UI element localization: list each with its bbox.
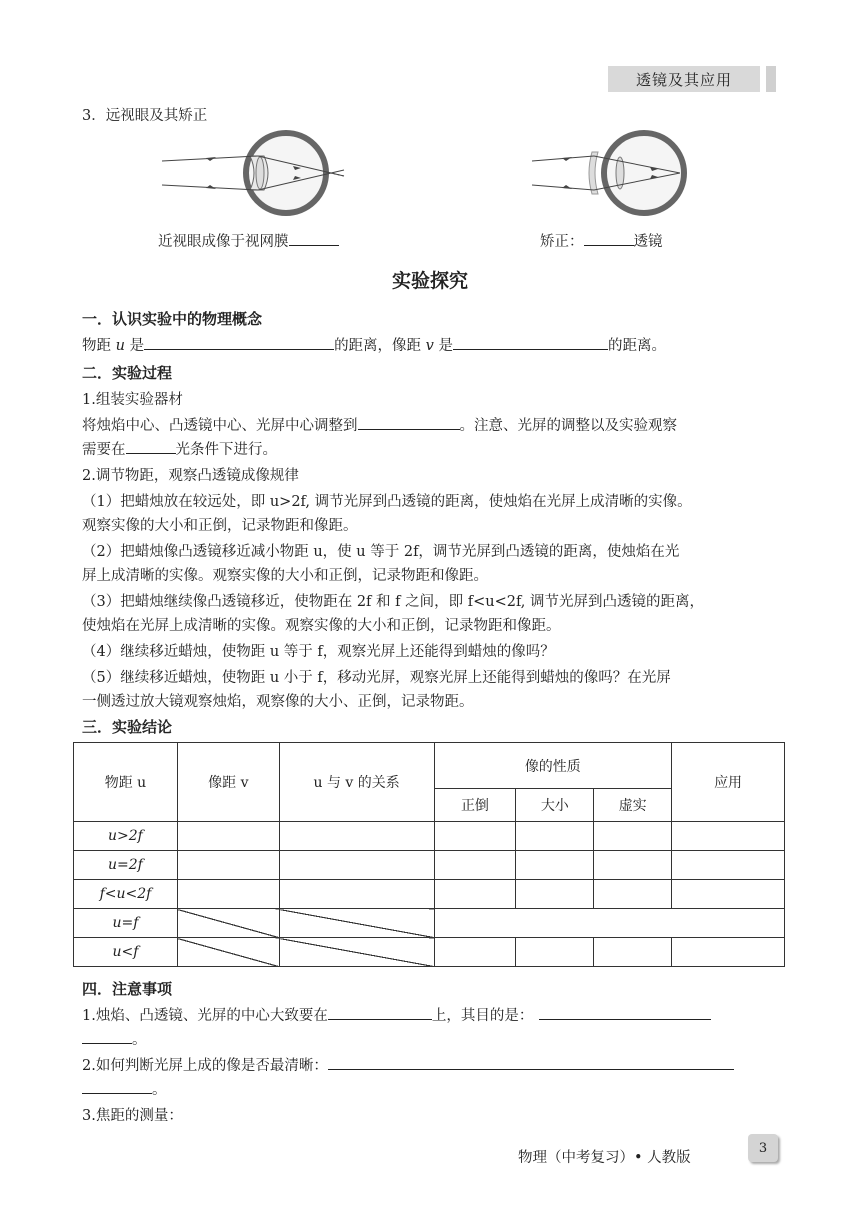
note2-line2	[82, 1078, 167, 1099]
step1-line1	[82, 414, 677, 435]
header-real-virtual: 虚实	[594, 789, 672, 822]
page-number-badge	[748, 1134, 778, 1162]
header-orientation: 正倒	[434, 789, 516, 822]
answer-blank-light[interactable]	[126, 439, 176, 454]
text: 需要在	[82, 442, 126, 458]
procedure-5-line2: 一侧透过放大镜观察烛焰，观察像的大小、正倒，记录物距。	[82, 694, 474, 710]
step1-heading: 1.组装实验器材	[82, 392, 183, 408]
header-relation: u 与 v 的关系	[279, 743, 434, 822]
crossed-cell	[279, 909, 434, 938]
part1-line	[82, 334, 666, 355]
part4-heading: 四．注意事项	[82, 980, 173, 998]
answer-blank-purpose-cont[interactable]	[82, 1029, 132, 1044]
step1-line2	[82, 438, 277, 459]
answer-blank-myopia[interactable]	[289, 231, 339, 246]
header-size: 大小	[516, 789, 594, 822]
myopia-eye-diagram	[158, 128, 348, 220]
procedure-3-line1: （3）把蜡烛继续像凸透镜移近，使物距在 2f 和 f 之间，即 f<u<2f, 调节光屏到凸透镜的距离，	[82, 594, 705, 610]
text: 上，其目的是：	[431, 1008, 534, 1024]
procedure-1-line1: （1）把蜡烛放在较远处，即 u>2f, 调节光屏到凸透镜的距离，使烛焰在光屏上成清晰的实像。	[82, 494, 692, 510]
step2-heading: 2.调节物距，观察凸透镜成像规律	[82, 468, 299, 484]
row-label-text: u=2f	[108, 857, 143, 873]
chapter-title: 透镜及其应用	[635, 70, 732, 89]
row-label-text: u=f	[112, 915, 139, 931]
crossed-cell	[177, 909, 279, 938]
answer-cell[interactable]	[672, 851, 785, 880]
answer-cell[interactable]	[672, 880, 785, 909]
crossed-cell	[279, 938, 434, 967]
text: 的距离。	[607, 338, 666, 354]
text: 。	[152, 1082, 167, 1098]
answer-cell[interactable]	[594, 851, 672, 880]
page-number: 3	[758, 1140, 768, 1156]
var-u: u	[115, 338, 125, 354]
part3-heading: 三．实验结论	[82, 718, 173, 736]
note1-line2	[82, 1028, 147, 1049]
text: 。	[132, 1032, 147, 1048]
conclusion-table	[73, 742, 785, 967]
table-row	[74, 880, 785, 909]
text: 2.如何判断光屏上成的像是否最清晰：	[82, 1058, 328, 1074]
correction-caption	[540, 230, 663, 251]
text: 物距	[82, 338, 111, 354]
answer-cell[interactable]	[434, 909, 785, 938]
var-v: v	[425, 338, 434, 354]
answer-blank-center[interactable]	[328, 1005, 432, 1020]
correction-eye-diagram	[528, 128, 688, 220]
text: 是	[129, 338, 145, 354]
row-label-text: f<u<2f	[99, 886, 152, 902]
procedure-2-line1: （2）把蜡烛像凸透镜移近减小物距 u，使 u 等于 2f，调节光屏到凸透镜的距离，使烛焰在光	[82, 544, 680, 560]
part2-heading: 二．实验过程	[82, 364, 173, 382]
answer-cell[interactable]	[279, 880, 434, 909]
answer-cell[interactable]	[279, 822, 434, 851]
procedure-1-line2: 观察实像的大小和正倒，记录物距和像距。	[82, 518, 358, 534]
row-label-text: u>2f	[108, 828, 143, 844]
answer-blank-clarity-cont[interactable]	[82, 1079, 152, 1094]
footer-book-title: 物理（中考复习）• 人教版	[518, 1150, 691, 1166]
text: 的距离，像距	[334, 338, 422, 354]
note1-line1	[82, 1004, 711, 1025]
row-label	[74, 938, 178, 967]
answer-cell[interactable]	[434, 822, 516, 851]
answer-cell[interactable]	[434, 851, 516, 880]
procedure-3-line2: 使烛焰在光屏上成清晰的实像。观察实像的大小和正倒，记录物距和像距。	[82, 618, 561, 634]
answer-blank-purpose[interactable]	[539, 1005, 711, 1020]
answer-cell[interactable]	[516, 938, 594, 967]
myopia-caption	[158, 230, 339, 251]
header-image-nature: 像的性质	[434, 743, 672, 789]
header-application: 应用	[672, 743, 785, 822]
answer-cell[interactable]	[672, 822, 785, 851]
answer-cell[interactable]	[177, 851, 279, 880]
answer-blank-height[interactable]	[358, 415, 460, 430]
text: 将烛焰中心、凸透镜中心、光屏中心调整到	[82, 418, 358, 434]
answer-cell[interactable]	[516, 822, 594, 851]
answer-cell[interactable]	[434, 880, 516, 909]
header-bar	[766, 66, 776, 92]
answer-cell[interactable]	[672, 938, 785, 967]
row-label-text: u<f	[112, 944, 139, 960]
correction-label: 矫正：	[540, 234, 584, 250]
answer-cell[interactable]	[177, 880, 279, 909]
answer-cell[interactable]	[516, 880, 594, 909]
row-label	[74, 880, 178, 909]
chapter-tab	[608, 66, 760, 92]
answer-blank-lens-type[interactable]	[584, 231, 634, 246]
section3-heading: 3．远视眼及其矫正	[82, 108, 208, 124]
table-row	[74, 909, 785, 938]
row-label	[74, 909, 178, 938]
answer-blank-clarity[interactable]	[328, 1055, 734, 1070]
row-label	[74, 851, 178, 880]
header-image-distance: 像距 v	[177, 743, 279, 822]
part1-heading: 一．认识实验中的物理概念	[82, 310, 263, 328]
answer-blank-object-distance[interactable]	[144, 335, 334, 350]
note3: 3.焦距的测量：	[82, 1108, 183, 1124]
answer-cell[interactable]	[594, 880, 672, 909]
row-label	[74, 822, 178, 851]
answer-cell[interactable]	[279, 851, 434, 880]
answer-cell[interactable]	[177, 822, 279, 851]
table-row	[74, 938, 785, 967]
table-row	[74, 851, 785, 880]
correction-lens-text: 透镜	[633, 234, 663, 250]
page-title: 实验探究	[391, 270, 468, 292]
crossed-cell	[177, 938, 279, 967]
procedure-5-line1: （5）继续移近蜡烛，使物距 u 小于 f，移动光屏，观察光屏上还能得到蜡烛的像吗？在光屏	[82, 670, 671, 686]
text: 1.烛焰、凸透镜、光屏的中心大致要在	[82, 1008, 328, 1024]
answer-cell[interactable]	[594, 822, 672, 851]
header-object-distance: 物距 u	[74, 743, 178, 822]
procedure-2-line2: 屏上成清晰的实像。观察实像的大小和正倒，记录物距和像距。	[82, 568, 488, 584]
answer-cell[interactable]	[594, 938, 672, 967]
text: 。注意、光屏的调整以及实验观察	[459, 418, 677, 434]
text: 是	[438, 338, 453, 354]
myopia-caption-text: 近视眼成像于视网膜	[158, 234, 289, 250]
answer-cell[interactable]	[516, 851, 594, 880]
note2-line1	[82, 1054, 734, 1075]
answer-blank-image-distance[interactable]	[453, 335, 608, 350]
answer-cell[interactable]	[434, 938, 516, 967]
table-row	[74, 822, 785, 851]
procedure-4-line1: （4）继续移近蜡烛，使物距 u 等于 f，观察光屏上还能得到蜡烛的像吗？	[82, 644, 555, 660]
text: 光条件下进行。	[175, 442, 277, 458]
